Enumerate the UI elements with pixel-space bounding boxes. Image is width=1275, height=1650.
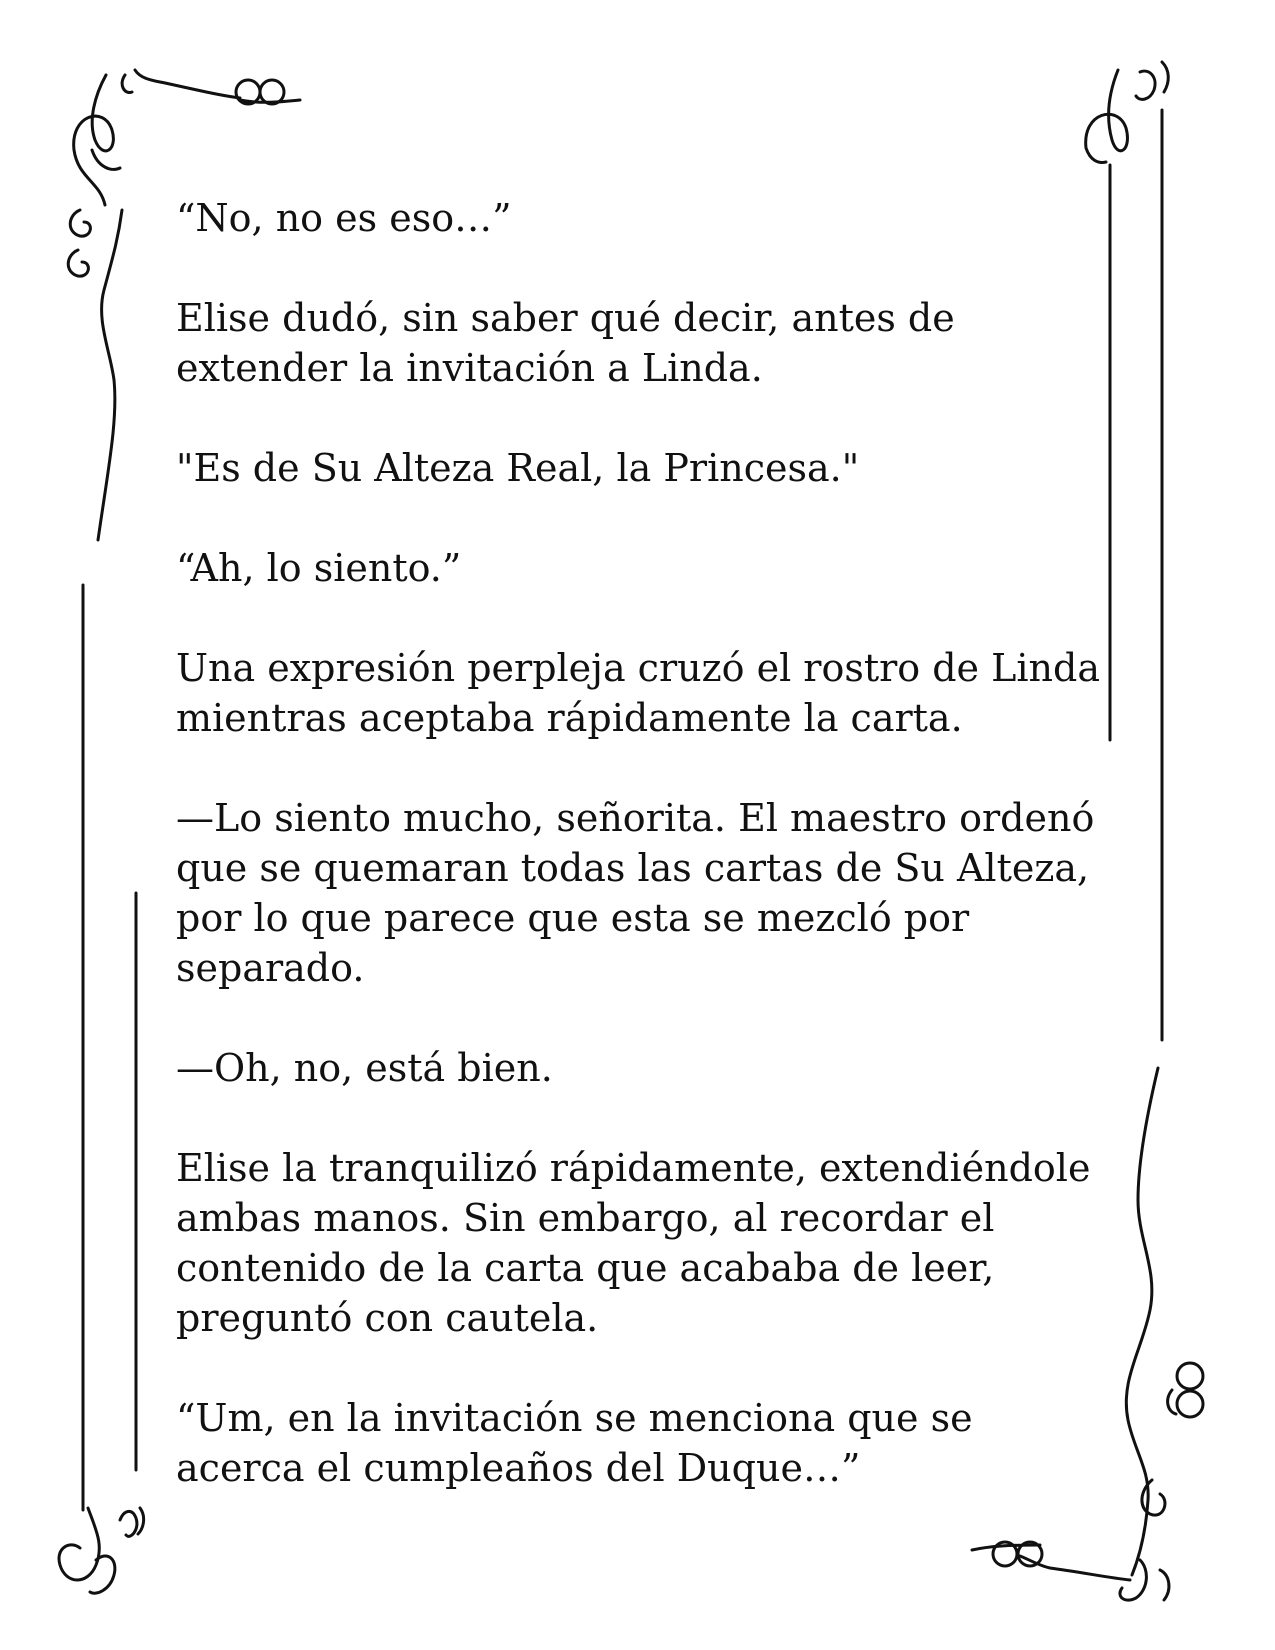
- text-line: Una expresión perpleja cruzó el rostro de Linda: [176, 646, 1100, 690]
- text-line: mientras aceptaba rápidamente la carta.: [176, 696, 963, 740]
- paragraph-2: [176, 293, 1116, 393]
- document-body: [176, 193, 1116, 1493]
- text-line: contenido de la carta que acababa de leer,: [176, 1246, 995, 1290]
- text-line: separado.: [176, 946, 365, 990]
- text-line: extender la invitación a Linda.: [176, 346, 763, 390]
- text-line: —Lo siento mucho, señorita. El maestro ordenó: [176, 796, 1095, 840]
- text-line: “Ah, lo siento.”: [176, 546, 462, 590]
- bottom-left-flourish-icon: [59, 1508, 144, 1593]
- paragraph-3: [176, 443, 1116, 493]
- text-line: “No, no es eso…”: [176, 196, 512, 240]
- paragraph-1: [176, 193, 1116, 243]
- paragraph-4: [176, 543, 1116, 593]
- paragraph-9: [176, 1393, 1116, 1493]
- paragraph-8: [176, 1143, 1116, 1343]
- text-line: Elise la tranquilizó rápidamente, extendiéndole: [176, 1146, 1091, 1190]
- text-line: “Um, en la invitación se menciona que se: [176, 1396, 973, 1440]
- text-line: preguntó con cautela.: [176, 1296, 599, 1340]
- top-right-flourish-icon: [1086, 62, 1169, 162]
- text-line: que se quemaran todas las cartas de Su Alteza,: [176, 846, 1090, 890]
- text-line: acerca el cumpleaños del Duque…”: [176, 1446, 861, 1490]
- text-line: ambas manos. Sin embargo, al recordar el: [176, 1196, 995, 1240]
- text-line: por lo que parece que esta se mezcló por: [176, 896, 970, 940]
- text-line: Elise dudó, sin saber qué decir, antes de: [176, 296, 955, 340]
- paragraph-6: [176, 793, 1116, 993]
- text-line: "Es de Su Alteza Real, la Princesa.": [176, 446, 860, 490]
- paragraph-7: [176, 1043, 1116, 1093]
- text-line: —Oh, no, está bien.: [176, 1046, 553, 1090]
- paragraph-5: [176, 643, 1116, 743]
